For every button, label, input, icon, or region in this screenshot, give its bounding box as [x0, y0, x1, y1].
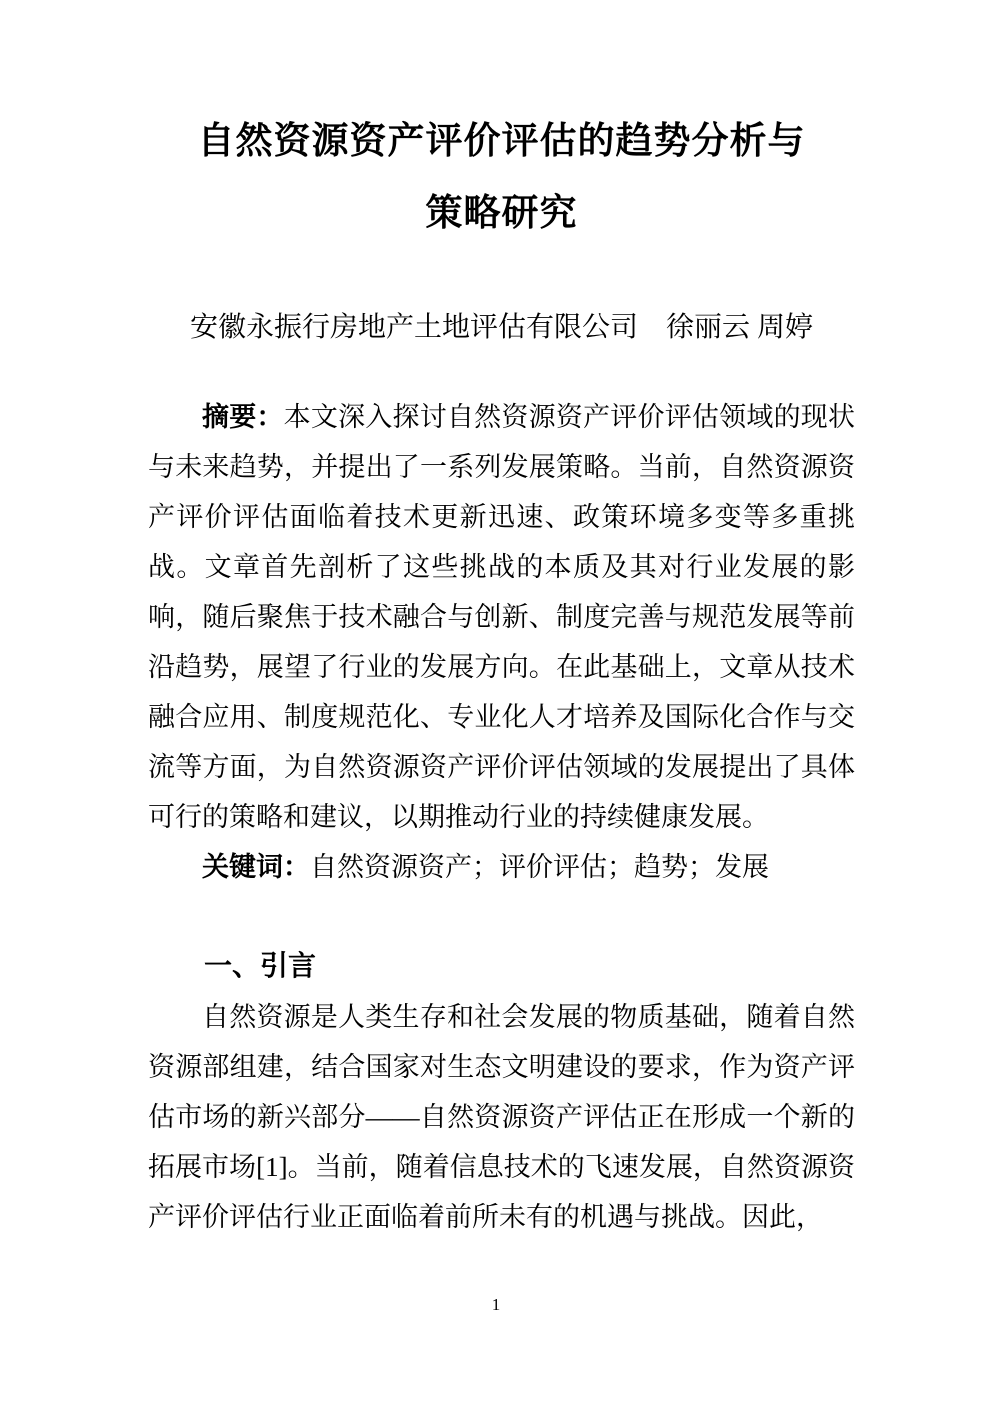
abstract-label: 摘要： [202, 402, 284, 432]
author-byline: 安徽永振行房地产土地评估有限公司 徐丽云 周婷 [189, 312, 813, 343]
abstract-text: 本文深入探讨自然资源资产评价评估领域的现状与未来趋势，并提出了一系列发展策略。当前，自然资源资产评价评估面临着技术更新迅速、政策环境多变等多重挑战。文章首先剖析了这些挑战的本质及其对行业发展的影响，随后聚焦于技术融合与创新、制度完善与规范发展等前沿趋势，展望了行业的发展方向。在此基础上，文章从技术融合应用、制度规范化、专业化人才培养及国际化合作与交流等方面，为自然资源资产评价评估领域的发展提出了具体可行的策略和建议，以期推动行业的持续健康发展。 [148, 402, 856, 832]
page-title [148, 0, 855, 250]
introduction-paragraph: 自然资源是人类生存和社会发展的物质基础，随着自然资源部组建，结合国家对生态文明建设的要求，作为资产评估市场的新兴部分——自然资源资产评估正在形成一个新的拓展市场[1]。当前，随着信息技术的飞速发展，自然资源资产评价评估行业正面临着前所未有的机遇与挑战。因此， [148, 1002, 855, 1232]
keywords-paragraph [148, 842, 855, 892]
page-title-line-1: 自然资源资产评价评估的趋势分析与 [197, 121, 806, 162]
keywords-label: 关键词： [202, 852, 310, 882]
page-number: 1 [491, 1295, 501, 1314]
abstract-paragraph [148, 392, 855, 842]
page-title-line-2: 策略研究 [425, 193, 578, 234]
section-heading-introduction: 一、引言 [204, 950, 317, 981]
keywords-text: 自然资源资产；评价评估；趋势；发展 [310, 852, 769, 882]
